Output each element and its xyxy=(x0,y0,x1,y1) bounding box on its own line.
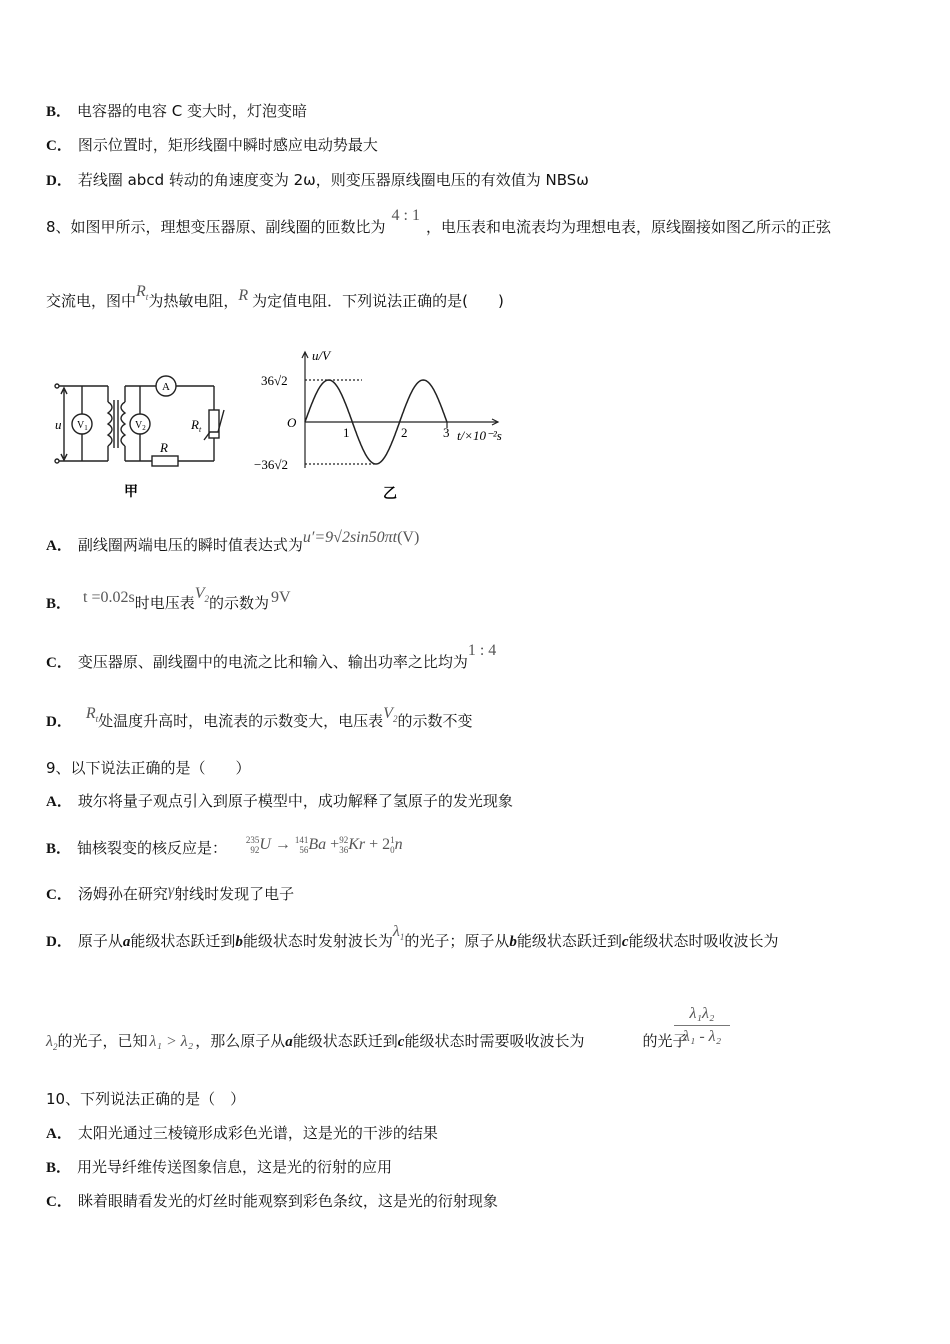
q9-option-d-line1: D． 原子从a能级状态跃迁到b能级状态时发射波长为$\lambda_1$的光子；原子从b能级状态跃迁到c能级状态时吸收波长为 xyxy=(46,923,779,950)
q8-stem-line1 xyxy=(46,207,832,238)
option-label: C． xyxy=(46,138,72,154)
option-text: 副线圈两端电压的瞬时值表达式为 xyxy=(77,536,303,554)
q9-option-b xyxy=(46,835,403,859)
figure-caption-yi: 乙 xyxy=(383,487,397,502)
stem-text: ，电压表和电流表均为理想电表，原线圈接如图乙所示的正弦 xyxy=(426,218,832,236)
q9-stem: 9、以下说法正确的是（ ） xyxy=(46,759,251,777)
n-symbol: n xyxy=(394,836,403,853)
stem-text: 8、如图甲所示，理想变压器原、副线圈的匝数比为 xyxy=(46,218,386,236)
option-text: 太阳光通过三棱镜形成彩色光谱，这是光的干涉的结果 xyxy=(77,1124,438,1142)
secondary-coil xyxy=(121,402,125,446)
q8-stem-line2 xyxy=(46,283,504,317)
option-label: C． xyxy=(46,655,72,671)
y-max-label: 36√2 xyxy=(261,373,288,388)
terminal-top xyxy=(55,384,59,388)
option-text: 变压器原、副线圈中的电流之比和输入、输出功率之比均为 xyxy=(77,653,468,671)
option-label: B． xyxy=(46,841,72,857)
option-text: 若线圈 abcd 转动的角速度变为 2ω，则变压器原线圈电压的有效值为 NBSω xyxy=(77,171,589,189)
u-symbol: U xyxy=(259,836,271,853)
lambda2-symbol: $\lambda_2$ xyxy=(46,1033,58,1052)
option-label: D． xyxy=(46,714,72,730)
rt-label: $R_t$ xyxy=(191,417,202,434)
formula-unit: (V) xyxy=(397,529,420,546)
option-text: 图示位置时，矩形线圈中瞬时感应电动势最大 xyxy=(77,136,378,154)
u-label: u xyxy=(55,417,62,432)
n-numbers: 1 0 xyxy=(390,835,395,856)
wavelength-fraction xyxy=(674,1005,730,1046)
r-label: R xyxy=(160,440,168,455)
option-text: 射线时发现了电子 xyxy=(174,885,295,903)
plus-two: + 2 xyxy=(369,836,391,853)
option-text: 用光导纤维传送图象信息，这是光的衍射的应用 xyxy=(77,1158,393,1176)
voltmeter-symbol: $V_2$ xyxy=(383,705,398,724)
origin-label: O xyxy=(287,415,297,430)
turns-ratio: 4 : 1 xyxy=(391,207,420,224)
q7-option-d xyxy=(46,170,589,191)
tick-label-3: 3 xyxy=(443,425,450,440)
plus: + xyxy=(330,836,340,853)
option-label: B． xyxy=(46,104,72,120)
figure-caption-jia: 甲 xyxy=(124,485,138,500)
option-label: A． xyxy=(46,538,72,554)
tick-label-1: 1 xyxy=(343,425,350,440)
q9-option-a xyxy=(46,791,513,812)
option-label: A． xyxy=(46,794,72,810)
option-text: 铀核裂变的核反应是： xyxy=(77,839,228,857)
q9-option-c xyxy=(46,884,294,905)
option-text: 的示数为 xyxy=(209,594,270,612)
option-label: A． xyxy=(46,1126,72,1142)
ba-numbers: 141 56 xyxy=(294,835,309,856)
option-text: 电容器的电容 C 变大时，灯泡变暗 xyxy=(77,102,308,120)
y-axis-label: u/V xyxy=(312,348,331,363)
q7-option-c xyxy=(46,135,378,156)
option-label: B． xyxy=(46,1160,72,1176)
y-min-label: −36√2 xyxy=(254,457,288,472)
fixed-resistor xyxy=(152,456,178,466)
option-label: D． xyxy=(46,173,72,189)
q8-option-c xyxy=(46,642,497,673)
value: 9V xyxy=(271,589,291,606)
option-label: D． xyxy=(46,934,72,950)
fraction-numerator: λ₁λ₂ xyxy=(674,1005,730,1026)
option-text: 汤姆孙在研究 xyxy=(77,885,168,903)
q9-option-d-line2: $\lambda_2$的光子，已知 λ₁ > λ₂ ，那么原子从a能级状态跃迁到c能级状态时需要吸收波长为 的光子 xyxy=(46,1032,688,1052)
option-label: C． xyxy=(46,1194,72,1210)
kr-symbol: Kr xyxy=(348,836,366,853)
q8-option-d xyxy=(46,705,473,737)
q7-option-b xyxy=(46,101,307,122)
value: 1 : 4 xyxy=(467,642,497,659)
tick-label-2: 2 xyxy=(401,425,408,440)
thermistor-symbol: $R_t$ xyxy=(85,705,99,724)
u-numbers: 235 92 xyxy=(245,835,260,856)
option-text: 的示数不变 xyxy=(397,712,473,730)
q10-option-b xyxy=(46,1157,392,1178)
q8-option-b xyxy=(46,585,291,619)
q10-option-c xyxy=(46,1191,498,1212)
option-label: C． xyxy=(46,887,72,903)
ba-symbol: Ba xyxy=(308,836,327,853)
kr-numbers: 92 36 xyxy=(339,835,349,856)
thermistor xyxy=(209,410,219,438)
primary-coil xyxy=(108,402,112,446)
resistor-symbol: R xyxy=(238,287,249,304)
voltage-graph xyxy=(250,348,540,503)
fraction-denominator: λ₁ - λ₂ xyxy=(682,1028,722,1045)
option-text: 时电压表 xyxy=(134,594,195,612)
lambda-comparison: λ₁ > λ₂ xyxy=(149,1033,194,1050)
voltmeter-symbol: $V_2$ xyxy=(194,585,210,604)
x-axis-label: t/×10⁻²s xyxy=(457,428,502,443)
stem-text: 为定值电阻．下列说法正确的是( ) xyxy=(252,292,504,310)
nuclear-equation xyxy=(245,835,403,856)
gamma-symbol: γ xyxy=(167,882,175,899)
q10-option-a xyxy=(46,1123,438,1144)
stem-text: 交流电，图中 xyxy=(46,292,137,310)
ammeter-label: A xyxy=(162,381,170,393)
v2-label: $V_2$ xyxy=(135,420,146,432)
arrow: → xyxy=(274,836,291,853)
stem-text: 为热敏电阻， xyxy=(148,292,239,310)
option-text: 处温度升高时，电流表的示数变大，电压表 xyxy=(98,712,384,730)
q8-option-a xyxy=(46,529,420,556)
terminal-bottom xyxy=(55,459,59,463)
option-text: 玻尔将量子观点引入到原子模型中，成功解释了氢原子的发光现象 xyxy=(77,792,513,810)
lambda1-symbol: $\lambda_1$ xyxy=(392,923,405,942)
option-label: B． xyxy=(46,596,72,612)
option-text: 眯着眼睛看发光的灯丝时能观察到彩色条纹，这是光的衍射现象 xyxy=(77,1192,498,1210)
circuit-diagram xyxy=(48,372,228,502)
formula: t =0.02s xyxy=(83,589,135,606)
thermistor-symbol: $R_t$ xyxy=(136,283,149,302)
v1-label: $V_1$ xyxy=(77,420,88,432)
formula: u′=9√2sin50πt xyxy=(302,529,398,546)
q10-stem: 10、下列说法正确的是（ ） xyxy=(46,1090,246,1108)
